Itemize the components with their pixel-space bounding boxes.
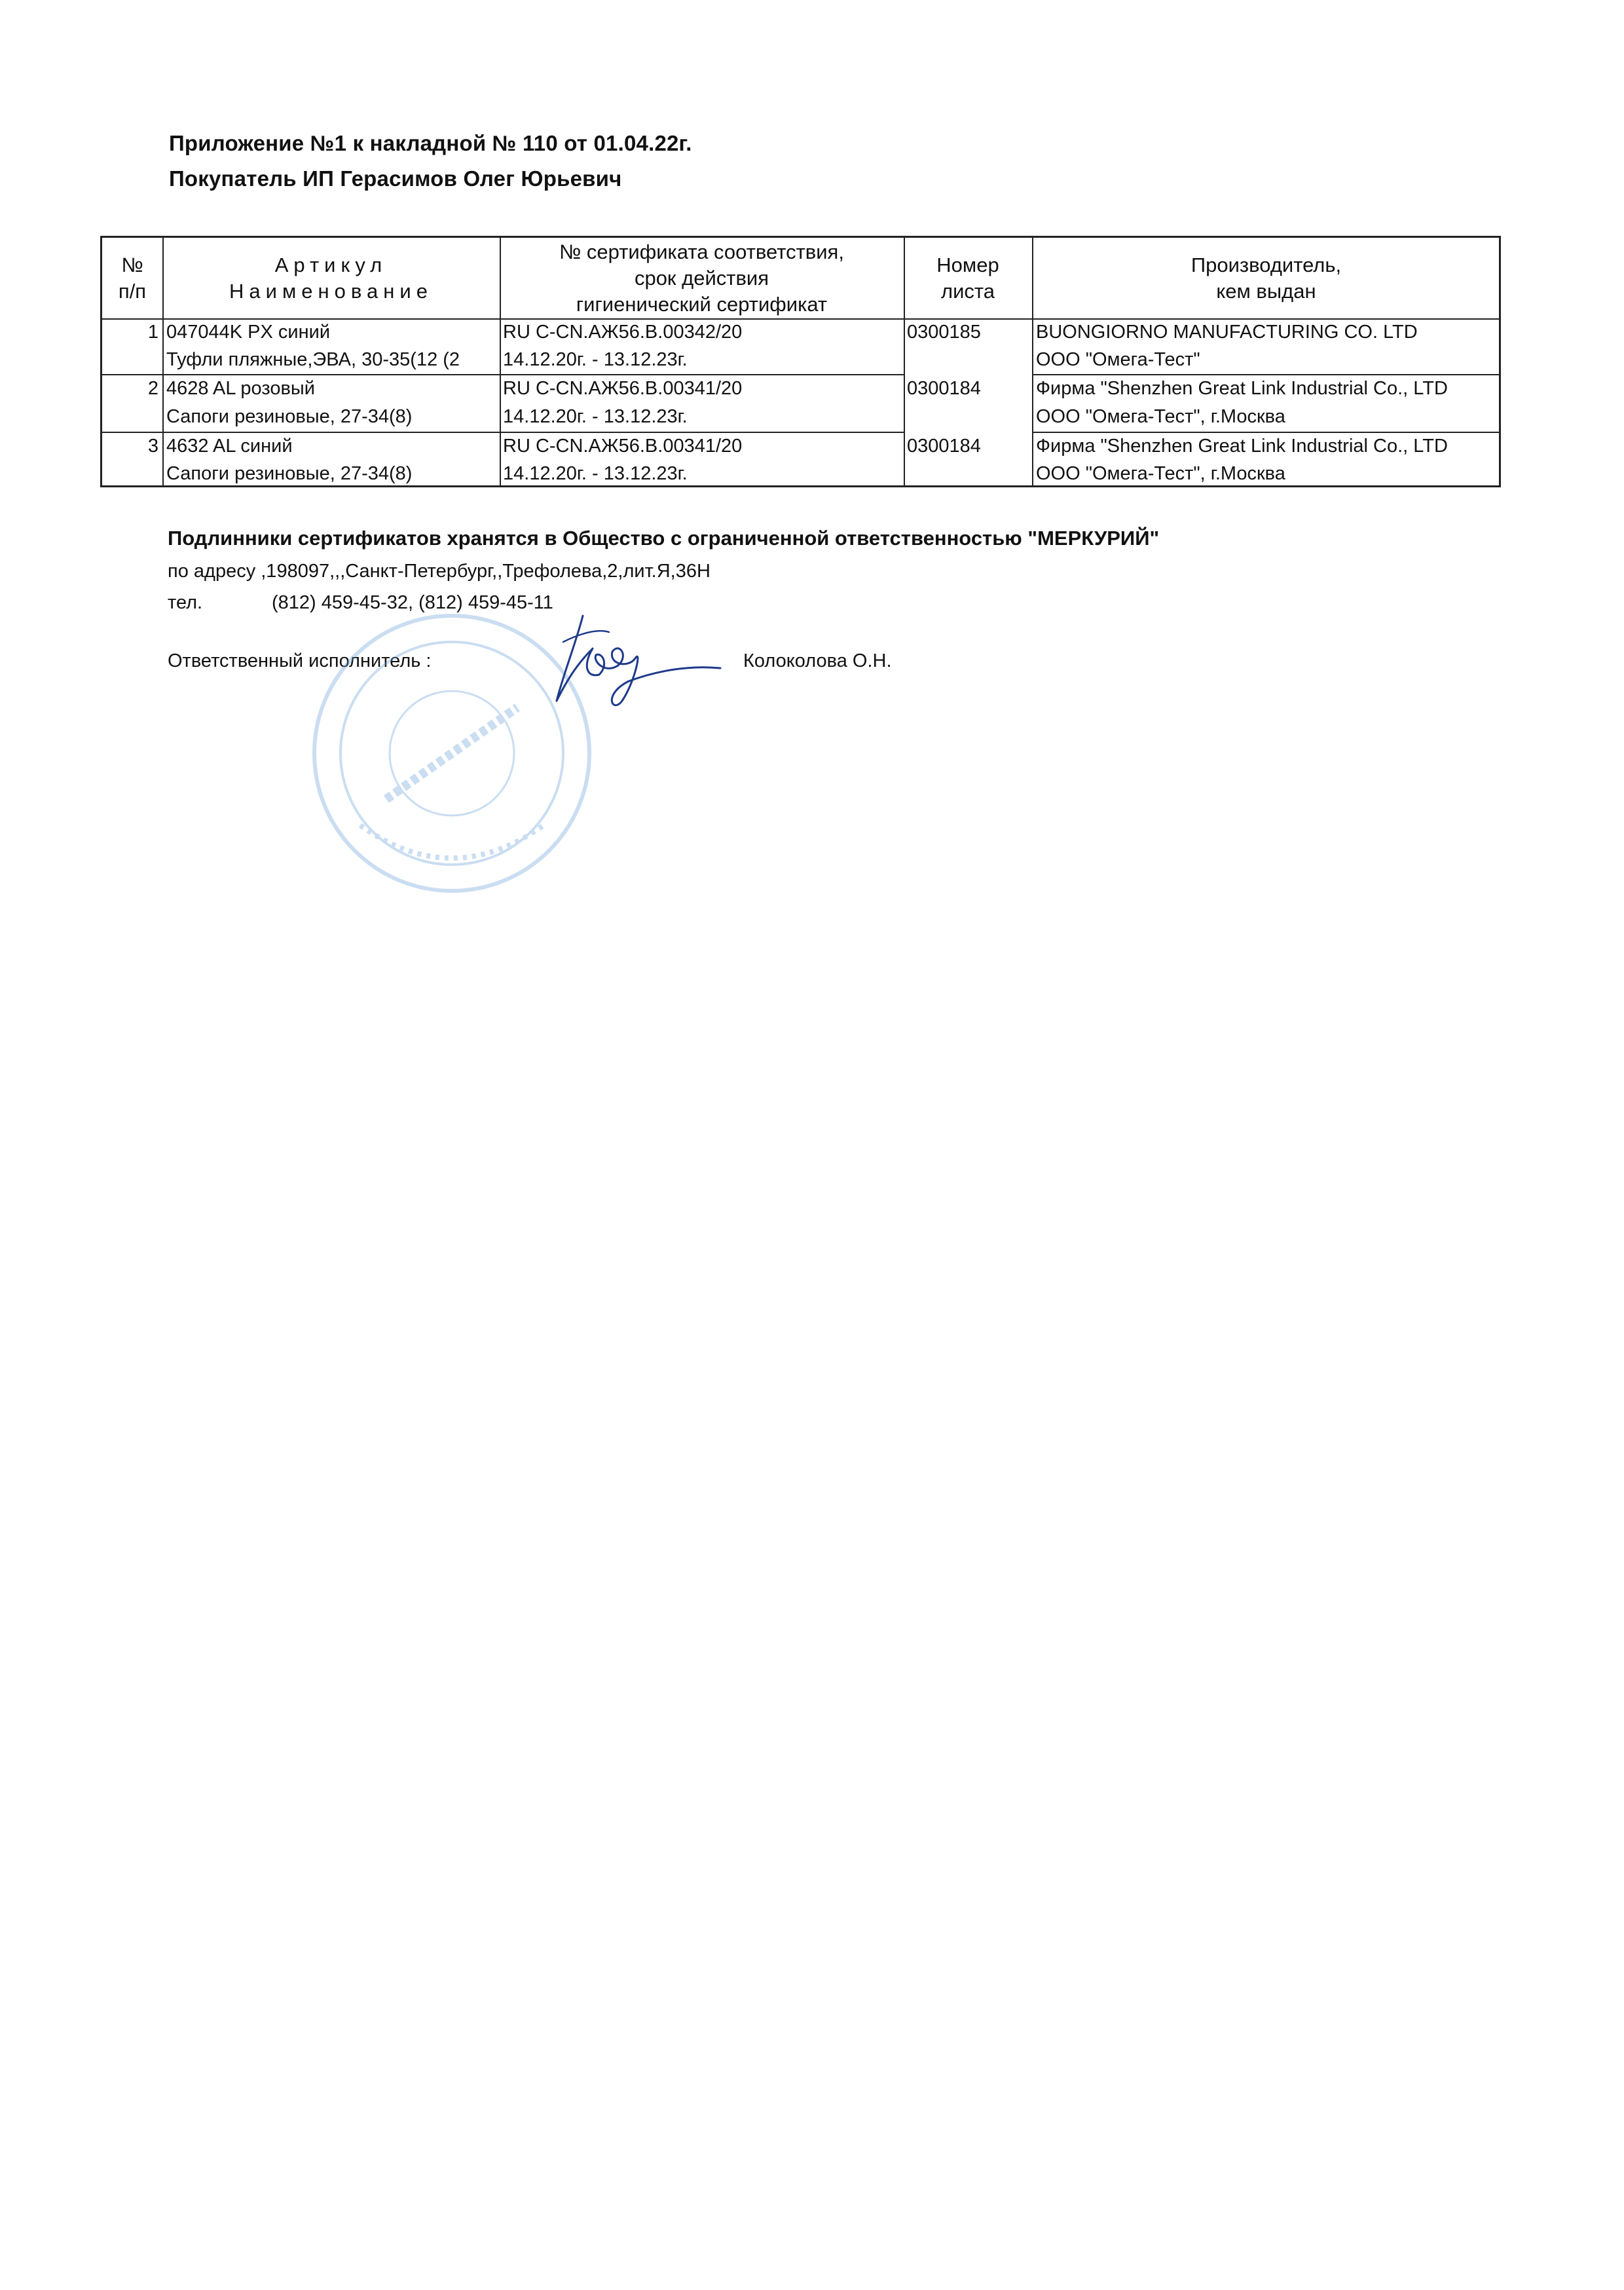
- phone-label: тел.: [168, 592, 203, 613]
- document-title: Приложение №1 к накладной № 110 от 01.04.22г.: [169, 131, 692, 155]
- certificate-period: 14.12.20г. - 13.12.23г.: [503, 463, 688, 484]
- issuer: ООО "Омега-Тест", г.Москва: [1036, 406, 1285, 427]
- header-article: Артикул Наименование: [229, 253, 433, 303]
- product-name: Сапоги резиновые, 27-34(8): [166, 463, 413, 484]
- phone-numbers: (812) 459-45-32, (812) 459-45-11: [272, 592, 553, 613]
- header-certificate: № сертификата соответствия, срок действия гигиенический сертификат: [559, 240, 844, 316]
- manufacturer: BUONGIORNO MANUFACTURING CO. LTD: [1036, 322, 1418, 343]
- certificate-number: RU C-CN.АЖ56.В.00342/20: [503, 322, 743, 343]
- product-name: Сапоги резиновые, 27-34(8): [166, 406, 413, 427]
- sheet-number: 0300184: [907, 378, 981, 399]
- certificate-period: 14.12.20г. - 13.12.23г.: [503, 406, 688, 427]
- header-num: № п/п: [118, 253, 147, 303]
- certificate-period: 14.12.20г. - 13.12.23г.: [503, 349, 688, 370]
- article-code: 4628 AL розовый: [166, 378, 315, 399]
- responsible-label: Ответственный исполнитель :: [168, 650, 432, 671]
- sheet-number: 0300184: [907, 436, 981, 457]
- storage-note: Подлинники сертификатов хранятся в Общество с ограниченной ответственностью "МЕРКУРИЙ": [168, 527, 1160, 550]
- manufacturer: Фирма "Shenzhen Great Link Industrial Co., LTD: [1036, 378, 1448, 399]
- manufacturer: Фирма "Shenzhen Great Link Industrial Co., LTD: [1036, 436, 1448, 457]
- row-number: 2: [147, 378, 158, 399]
- article-code: 4632 AL синий: [166, 436, 293, 457]
- certificates-table: [100, 236, 1501, 487]
- product-name: Туфли пляжные,ЭВА, 30-35(12 (2: [166, 349, 460, 370]
- buyer-line: Покупатель ИП Герасимов Олег Юрьевич: [169, 166, 622, 191]
- header-maker: Производитель, кем выдан: [1190, 253, 1342, 303]
- issuer: ООО "Омега-Тест", г.Москва: [1036, 463, 1285, 484]
- signature: [537, 603, 727, 721]
- sheet-number: 0300185: [907, 322, 981, 343]
- article-code: 047044K PX синий: [166, 322, 331, 343]
- certificate-number: RU C-CN.АЖ56.В.00341/20: [503, 378, 743, 399]
- address-line: по адресу ,198097,,,Санкт-Петербург,,Трефолева,2,лит.Я,36Н: [168, 561, 710, 582]
- header-sheet: Номер листа: [936, 253, 999, 303]
- responsible-name: Колоколова О.Н.: [743, 650, 892, 671]
- certificate-number: RU C-CN.АЖ56.В.00341/20: [503, 436, 743, 457]
- issuer: ООО "Омега-Тест": [1036, 349, 1200, 370]
- row-number: 3: [147, 436, 158, 457]
- row-number: 1: [147, 322, 158, 343]
